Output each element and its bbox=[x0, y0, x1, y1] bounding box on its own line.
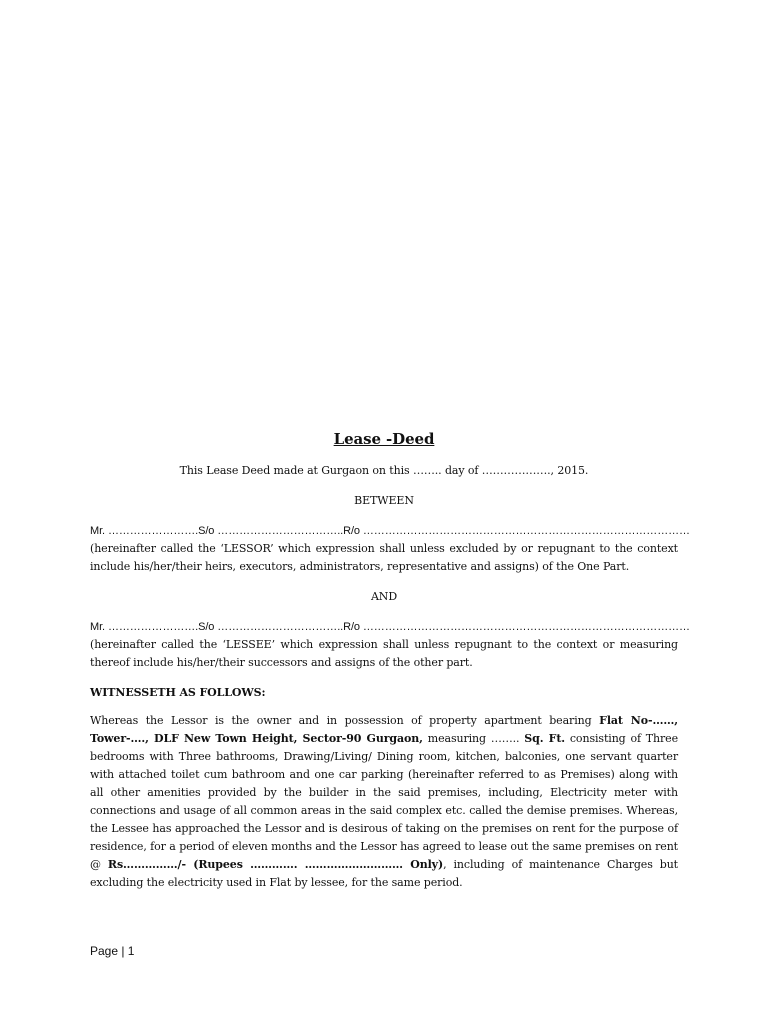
and-label: AND bbox=[370, 590, 398, 603]
intro-line: This Lease Deed made at Gurgaon on this …….. day of ………………., 2015. bbox=[179, 464, 589, 477]
lessee-block bbox=[90, 618, 690, 672]
lessor-ro: R/o ……………………………………………………………………………… bbox=[343, 525, 690, 537]
lessee-ro: R/o ……………………………………………………………………………… bbox=[343, 621, 690, 633]
lessee-mr: Mr. ……………………. bbox=[90, 621, 199, 633]
lessor-block bbox=[90, 522, 690, 576]
between-label: BETWEEN bbox=[354, 494, 414, 507]
lessor-mr: Mr. ……………………. bbox=[90, 525, 199, 537]
lessee-so: S/o …………………………….. bbox=[198, 621, 344, 633]
whereas-paragraph: Whereas the Lessor is the owner and in possession of property apartment bearing Flat No-……, Tower-…., DLF New Town Height, Sector-90 Gurgaon, measuring …….. Sq. Ft. consisting of Three bedrooms with Three bathrooms, Drawing/Living/ Dining room, kitchen, balconies, one servant quarter with attached toilet cum bathroom and one car parking (hereinafter referred to as Premises) along with all other amenities provided by the builder in the said premises, including, Electricity meter with connections and usage of all common areas in the said complex etc. called the demise premises. Whereas, the Lessee has approached the Lessor and is desirous of taking on the premises on rent for the purpose of residence, for a period of eleven months and the Lessor has agreed to lease out the same premises on rent @ Rs……………/- (Rupees …………. ……………………… Only), including of maintenance Charges but excluding the electricity used in Flat by lessee, for the same period. bbox=[90, 714, 679, 889]
document-title: Lease -Deed bbox=[333, 430, 435, 448]
lessor-so: S/o …………………………….. bbox=[198, 525, 344, 537]
lessor-description: (hereinafter called the ‘LESSOR’ which expression shall unless excluded by or repugnant to the context include his/her/their heirs, executors, administrators, representative and assigns) of the One Part. bbox=[90, 542, 678, 573]
lessor-header-line bbox=[90, 522, 690, 540]
lessee-header-line bbox=[90, 618, 690, 636]
document-body bbox=[90, 428, 690, 904]
lessee-description: (hereinafter called the ‘LESSEE’ which expression shall unless repugnant to the context or measuring thereof include his/her/their successors and assigns of the other part. bbox=[90, 638, 678, 669]
page-number-footer: Page | 1 bbox=[90, 944, 135, 958]
witnesseth-heading: WITNESSETH AS FOLLOWS: bbox=[90, 686, 266, 699]
